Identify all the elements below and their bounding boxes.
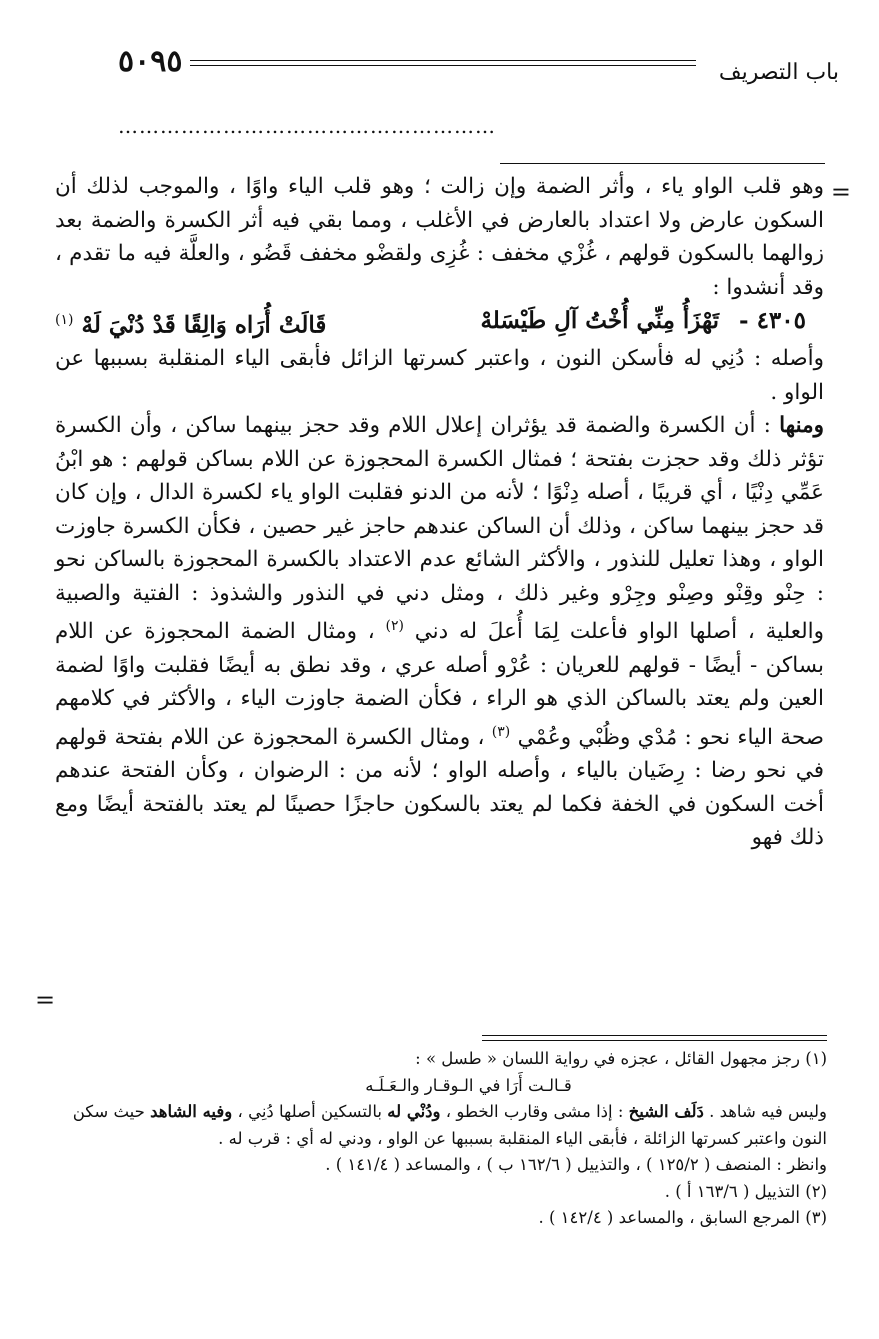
footnote-ref-2: (٢) (385, 618, 404, 635)
verse-number: ٤٣٠٥ - (739, 307, 806, 334)
verse-line (55, 304, 824, 342)
footnote-1-intro: (١) رجز مجهول القائل ، عجزه في رواية اللسان « طسل » : (415, 1049, 827, 1068)
footnote-1-part-a: وليس فيه شاهد . (709, 1102, 827, 1121)
chapter-title: باب التصريف (718, 60, 839, 85)
header-double-rule (190, 60, 696, 66)
footnote-1-body (70, 1099, 827, 1152)
footnotes (70, 1046, 827, 1232)
verse-second-hemistich: قَالَتْ أُرَاه وَالِقًا قَدْ دُنْيَ لَهْ (81, 311, 327, 339)
page-number: ٥٠٩٥ (118, 44, 183, 79)
paragraph-3-lead: ومنها (779, 413, 824, 439)
footnote-ref-3: (٣) (491, 723, 511, 740)
paragraph-1: وهو قلب الواو ياء ، وأثر الضمة وإن زالت ؛ وهو قلب الياء واوًا ، والموجب لذلك أن السكون عارض ولا اعتداد بالعارض في الأغلب ، ومما بقي فيه أثر الكسرة والضمة بعد زوالهما بالسكون قولهم ، غُزْي مخفف : غُزِى ولقضْو مخفف قَضُو ، والعلَّة فيه ما تقدم ، وقد أنشدوا : (55, 174, 824, 300)
paragraph-3-text: : أن الكسرة والضمة قد يؤثران إعلال اللام وقد حجز بينهما ساكن ، وأن الكسرة تؤثر ذلك وقد حجزت بفتحة ؛ فمثال الكسرة المحجوزة عن اللام بساكن قولهم : هو ابْنُ عَمِّي دِنْيًا ، أي قريبًا ، أصله دِنْوًا ؛ لأنه من الدنو فقلبت الواو ياء لكسرة الدال ، وإن كان قد حجز بينهما ساكن ، وذلك أن الساكن عندهم حاجز غير حصين ، فكأن الكسرة جاوزت الواو ، وهذا تعليل للنذور ، والأكثر الشائع عدم الاعتداد بالكسرة المحجوزة بالساكن نحو : حِنْو وقِنْو وصِنْو وجِرْو وغير ذلك ، ومثل دني في النذور والشذوذ : الفتية والصبية والعلية ، أصلها الواو فأعلت لِمَا أُعلَ له دني (55, 413, 824, 645)
top-rule (500, 163, 825, 164)
continuation-mark-end: = (35, 986, 56, 1014)
header-dots: ……………………………………………… (118, 114, 496, 138)
paragraph-3b-text: ، ومثال الضمة المحجوزة عن اللام بساكن - أيضًا - قولهم للعريان : عُرْو أصله عري ، وقد نطق به أيضًا فقلبت واوًا لضمة العين ولم يعتد بالساكن الذي هو الراء ، فكأن الضمة جاوزت الياء ، والأكثر في كلامهم صحة الياء نحو : مُدْي وظُبْي وعُمْي (55, 619, 824, 750)
footnote-1-term-2: ودُنْي له (387, 1102, 441, 1121)
footnote-2: (٢) التذييل ( ١٦٣/٦ أ ) . (664, 1181, 827, 1201)
footnote-1-term-1: دَلَف الشيخ (628, 1102, 704, 1121)
footnote-rule (482, 1035, 827, 1041)
footnote-1-part-c: : إذا مشى وقارب الخطو ، (445, 1102, 624, 1121)
main-text (55, 170, 824, 855)
continuation-mark-start: = (830, 178, 851, 206)
paragraph-3 (55, 409, 824, 855)
footnote-1-refs: وانظر : المنصف ( ١٢٥/٢ ) ، والتذييل ( ١٦٢/٦ ب ) ، والمساعد ( ١٤١/٤ ) . (325, 1155, 827, 1174)
paragraph-2: وأصله : دُنِي له فأسكن النون ، واعتبر كسرتها الزائل فأبقى الياء المنقلبة بسببها عن الواو . (55, 346, 824, 405)
footnote-1-part-e: بالتسكين أصلها دُنِي ، (237, 1102, 382, 1121)
footnote-3: (٣) المرجع السابق ، والمساعد ( ١٤٢/٤ ) . (538, 1208, 827, 1227)
footnote-1-part-g: حيث سكن النون واعتبر كسرتها الزائلة ، فأبقى الياء المنقلبة بسببها عن الواو ، ودني له أي : قرب له . (72, 1102, 827, 1148)
paragraph-3c-text: ، ومثال الكسرة المحجوزة عن اللام بفتحة قولهم في نحو رضا : رِضَيان بالياء ، وأصله الواو ؛ لأنه من : الرضوان ، وكأن الفتحة عندهم أخت السكون في الخفة فكما لم يعتد بالسكون حاجزًا حصينًا لم يعتد بالفتحة أيضًا ومع ذلك فهو (55, 724, 824, 851)
verse-first-hemistich: تَهْزَأُ مِنِّي أُخْتُ آلِ طَيْسَلهْ (480, 307, 719, 334)
footnote-1-verse: قـالـت أَرَا في الـوقـار والـعَـلَـه (365, 1075, 572, 1095)
footnote-1-term-3: وفيه الشاهد (150, 1102, 233, 1121)
footnote-ref-1: (١) (55, 312, 74, 328)
